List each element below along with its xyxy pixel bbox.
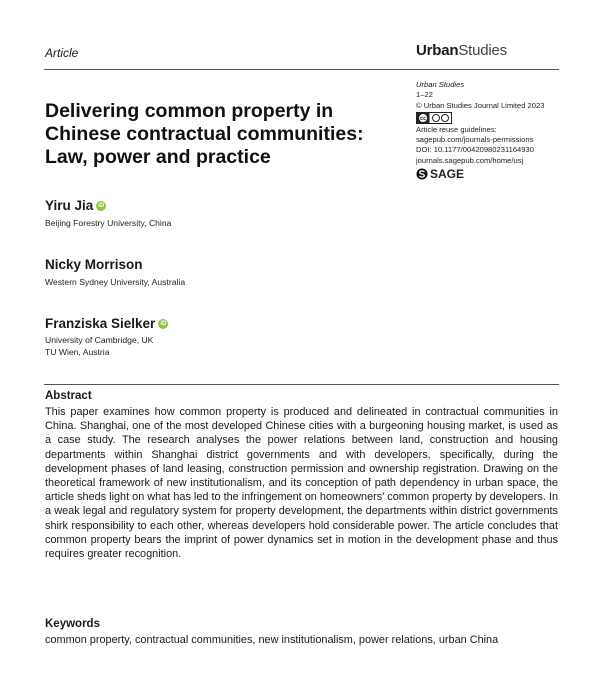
orcid-icon[interactable]: iD — [160, 320, 167, 327]
article-type-label: Article — [45, 46, 79, 60]
author-affiliation: Western Sydney University, Australia — [45, 277, 186, 287]
abstract-heading: Abstract — [45, 390, 92, 402]
meta-reuse-url[interactable]: sagepub.com/journals-permissions — [416, 135, 534, 145]
sage-logo — [416, 168, 544, 180]
orcid-icon[interactable]: iD — [98, 202, 105, 209]
meta-journal-url[interactable]: journals.sagepub.com/home/usj — [416, 155, 524, 165]
author-name-text: Franziska Sielker — [45, 316, 156, 331]
author-name-text: Yiru Jia — [45, 198, 94, 213]
cc-badge-text: cc — [420, 115, 426, 122]
abstract-rule — [44, 384, 559, 385]
publication-meta — [416, 80, 544, 180]
sage-logo-icon — [416, 168, 428, 180]
publisher-logo-text: SAGE — [430, 166, 465, 181]
author-affiliation: Beijing Forestry University, China — [45, 218, 172, 228]
meta-doi[interactable]: DOI: 10.1177/00420980231164930 — [416, 145, 534, 155]
abstract-body: This paper examines how common property is produced and delineated in contractual communities in China. Shanghai, one of the most developed Chinese cities with a burgeoning housing market, is used as a case study. The research analyses the power relations between land, construction and housing departments within Shanghai district governments and with developers, specifically, during the development phases of land leasing, construction permission and ownership registration. Drawing on the theoretical framework of new institutionalism, and its conception of path dependency in urban space, the article sheds light on what has led to the infringement on homeowners' common property by developers. In a weak legal and regulatory system for property development, the departments within district governments shirk responsibility to each other, whereas developers hold considerable power. The article concludes that common property bears the imprint of power dynamics set in motion in the development phase and thus requires greater recognition. — [45, 406, 559, 561]
creative-commons-icon — [416, 112, 544, 124]
author-name — [45, 257, 143, 272]
author-name — [45, 316, 168, 331]
keywords-heading: Keywords — [45, 618, 100, 630]
meta-pages: 1–22 — [416, 90, 433, 100]
keywords-body: common property, contractual communities, new institutionalism, power relations, urban China — [45, 634, 499, 646]
meta-journal: Urban Studies — [416, 80, 465, 89]
author-name-text: Nicky Morrison — [45, 257, 143, 272]
title-line-3: Law, power and practice — [45, 146, 271, 168]
title-line-2: Chinese contractual communities: — [45, 123, 364, 145]
author-affiliation: University of Cambridge, UK — [45, 335, 154, 345]
journal-logo-light: Studies — [458, 42, 507, 59]
meta-reuse-label: Article reuse guidelines: — [416, 124, 497, 134]
author-affiliation: TU Wien, Austria — [45, 347, 110, 357]
journal-logo-bold: Urban — [416, 42, 459, 59]
meta-copyright: © Urban Studies Journal Limited 2023 — [416, 100, 545, 110]
title-line-1: Delivering common property in — [45, 100, 334, 122]
author-name — [45, 198, 106, 213]
header-rule — [44, 69, 559, 70]
article-title — [45, 100, 405, 169]
journal-logo — [416, 42, 507, 59]
